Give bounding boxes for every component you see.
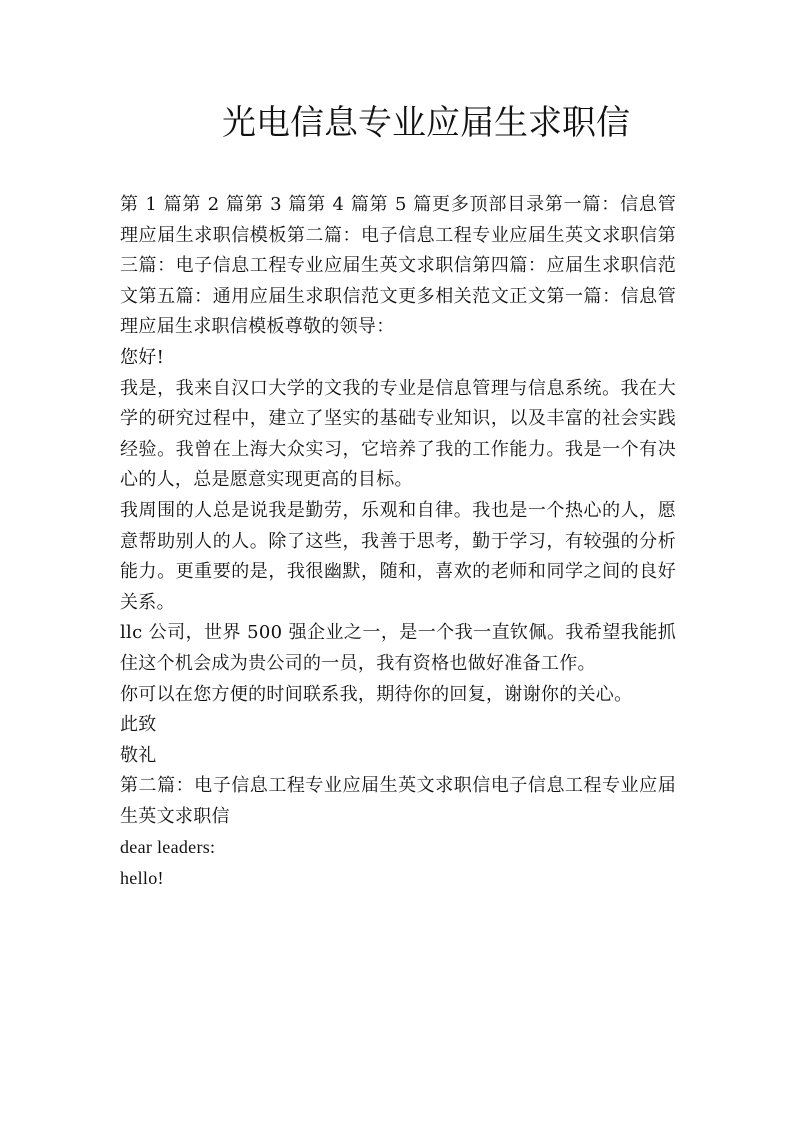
second-article-heading: 第二篇：电子信息工程专业应届生英文求职信电子信息工程专业应届生英文求职信: [120, 775, 676, 827]
table-of-contents-paragraph: 第 1 篇第 2 篇第 3 篇第 4 篇第 5 篇更多顶部目录第一篇：信息管理应届生求职信模板第二篇：电子信息工程专业应届生英文求职信第三篇：电子信息工程专业应届生英文求职信第四篇：应届生求职信范文第五篇：通用应届生求职信范文更多相关范文正文第一篇：信息管理应届生求职信模板尊敬的领导：: [120, 194, 676, 338]
closing-line: 此致: [120, 714, 157, 736]
personality-paragraph: 我周围的人总是说我是勤劳，乐观和自律。我也是一个热心的人，愿意帮助别人的人。除了这些，我善于思考，勤于学习，有较强的分析能力。更重要的是，我很幽默，随和，喜欢的老师和同学之间的良好关系。: [120, 499, 676, 613]
english-salutation: dear leaders:: [120, 837, 216, 858]
document-body: [120, 190, 676, 894]
company-paragraph: llc 公司，世界 500 强企业之一，是一个我一直钦佩。我希望我能抓住这个机会成为贵公司的一员，我有资格也做好准备工作。: [120, 622, 676, 674]
contact-paragraph: 你可以在您方便的时间联系我，期待你的回复，谢谢你的关心。: [120, 683, 633, 705]
introduction-paragraph: 我是，我来自汉口大学的文我的专业是信息管理与信息系统。我在大学的研究过程中，建立了坚实的基础专业知识，以及丰富的社会实践经验。我曾在上海大众实习，它培养了我的工作能力。我是一个有决心的人，总是愿意实现更高的目标。: [120, 377, 676, 491]
salutation-line: 敬礼: [120, 744, 157, 766]
english-greeting: hello!: [120, 868, 164, 889]
document-title: 光电信息专业应届生求职信: [222, 103, 630, 143]
greeting-paragraph: 您好!: [120, 346, 165, 368]
